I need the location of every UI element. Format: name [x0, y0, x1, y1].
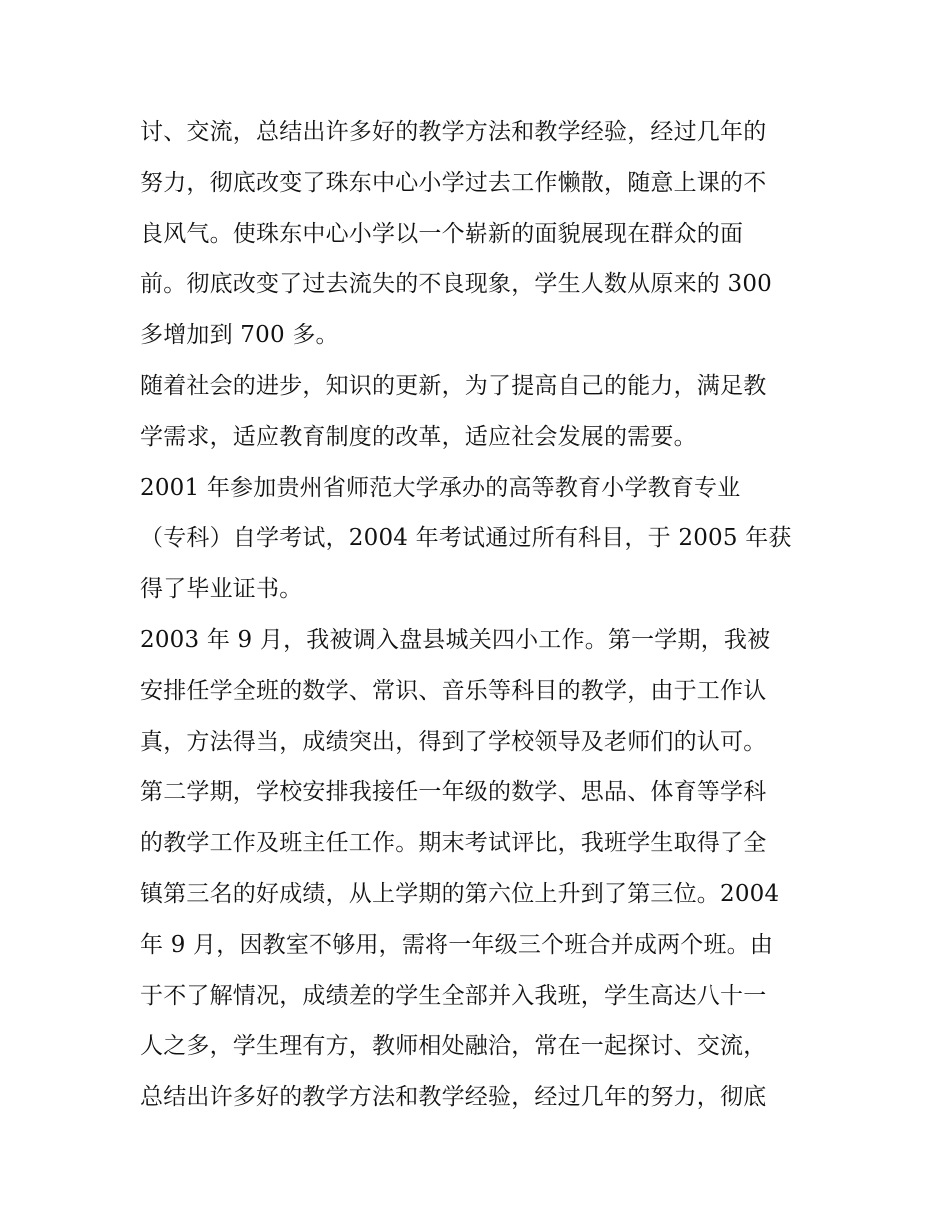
- text-line: 多增加到 700 多。: [140, 322, 339, 349]
- text-line: 真，方法得当，成绩突出，得到了学校领导及老师们的认可。: [140, 728, 767, 755]
- text-line: 于不了解情况，成绩差的学生全部并入我班，学生高达八十一: [140, 982, 767, 1009]
- text-line: 总结出许多好的教学方法和教学经验，经过几年的努力，彻底: [140, 1084, 767, 1111]
- text-line: 第二学期，学校安排我接任一年级的数学、思品、体育等学科: [140, 779, 767, 806]
- text-line: 讨、交流，总结出许多好的教学方法和教学经验，经过几年的: [140, 119, 767, 145]
- text-line: 人之多，学生理有方，教师相处融洽，常在一起探讨、交流，: [140, 1033, 767, 1060]
- text-line: 良风气。使珠东中心小学以一个崭新的面貌展现在群众的面: [140, 220, 744, 247]
- text-line: 得了毕业证书。: [140, 576, 303, 603]
- text-line: 2003 年 9 月，我被调入盘县城关四小工作。第一学期，我被: [140, 626, 771, 653]
- body-text: [140, 107, 820, 1123]
- text-line: 努力，彻底改变了珠东中心小学过去工作懒散，随意上课的不: [140, 169, 767, 196]
- text-line: 随着社会的进步，知识的更新，为了提高自己的能力，满足教: [140, 372, 767, 399]
- text-line: 年 9 月，因教室不够用，需将一年级三个班合并成两个班。由: [140, 931, 774, 958]
- text-line: 镇第三名的好成绩，从上学期的第六位上升到了第三位。2004: [140, 880, 780, 907]
- text-line: 安排任学全班的数学、常识、音乐等科目的教学，由于工作认: [140, 677, 767, 704]
- text-line: （专科）自学考试，2004 年考试通过所有科目，于 2005 年获: [140, 525, 792, 552]
- text-line: 前。彻底改变了过去流失的不良现象，学生人数从原来的 300: [140, 271, 773, 298]
- text-line: 的教学工作及班主任工作。期末考试评比，我班学生取得了全: [140, 830, 767, 857]
- text-line: 2001 年参加贵州省师范大学承办的高等教育小学教育专业: [140, 474, 741, 501]
- text-line: 学需求，适应教育制度的改革，适应社会发展的需要。: [140, 423, 697, 450]
